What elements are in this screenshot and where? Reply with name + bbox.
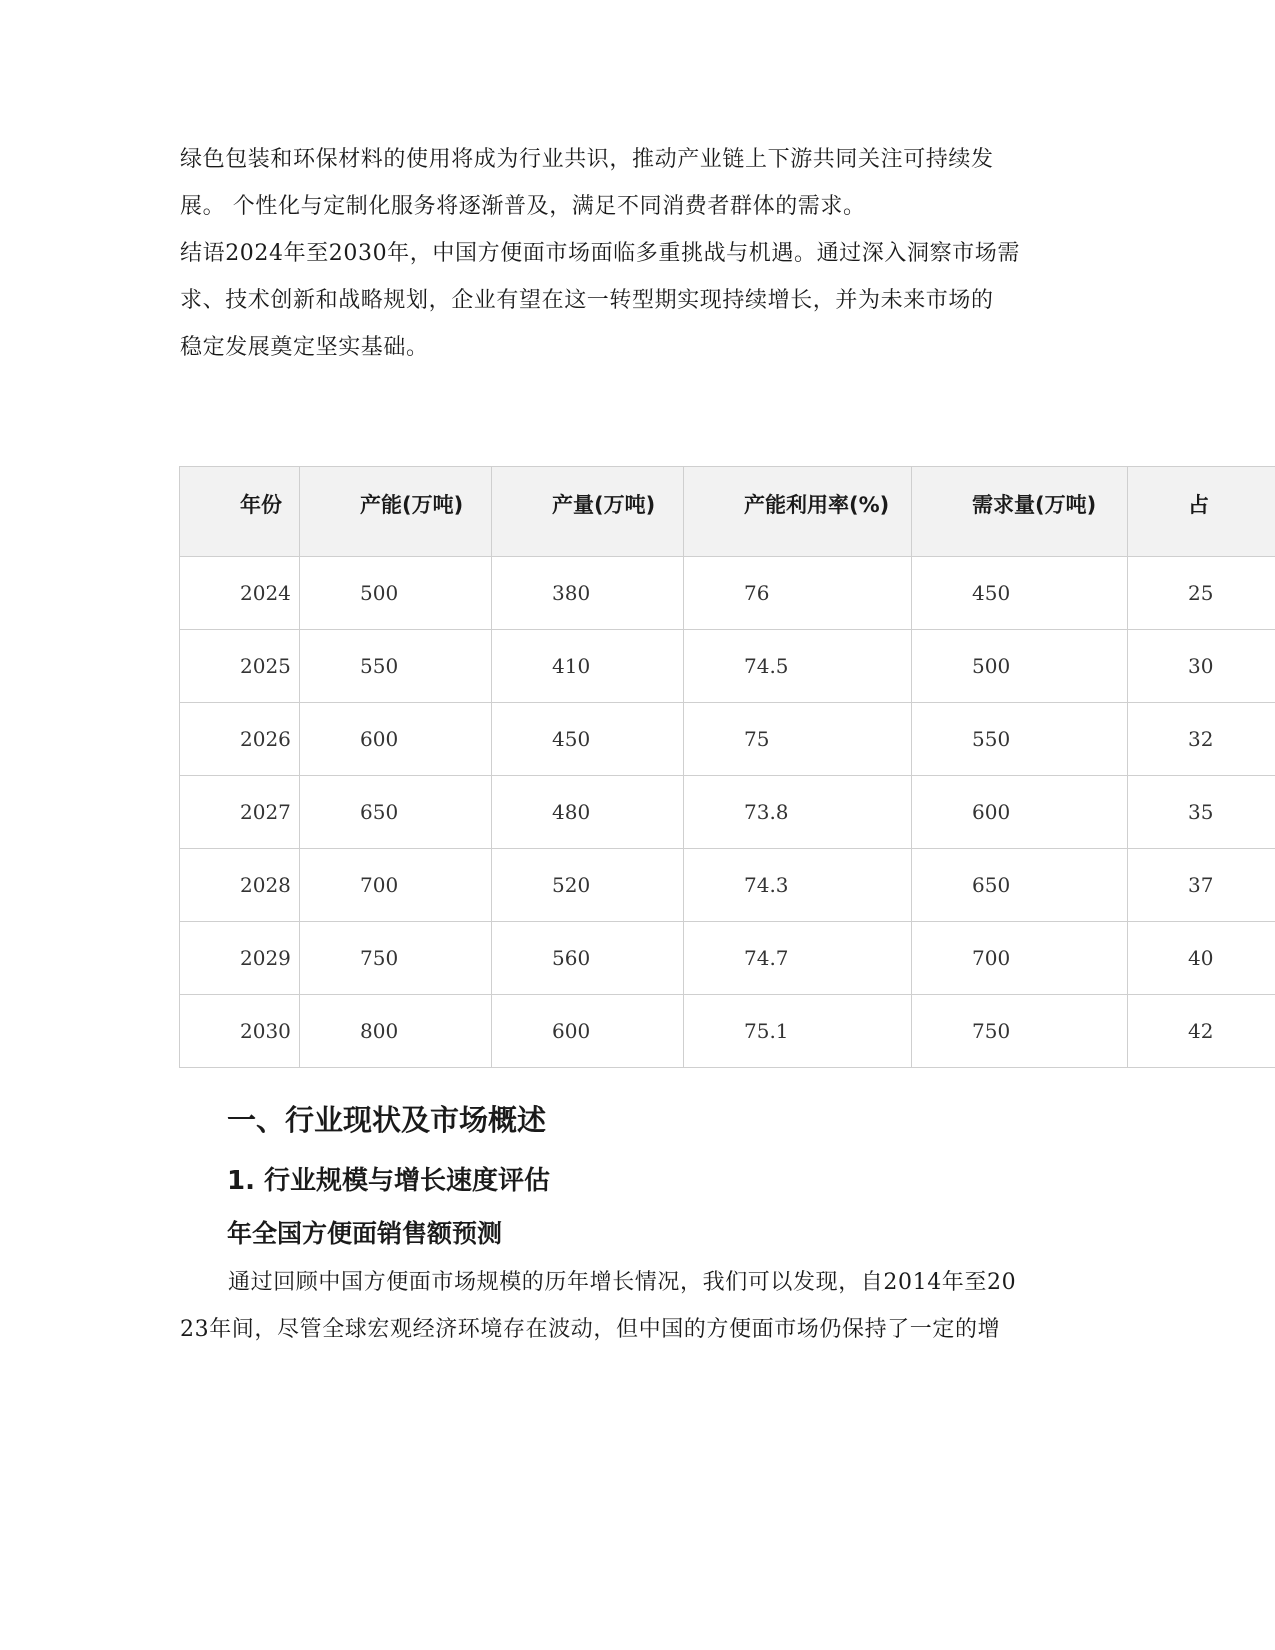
conclusion-line: 求、技术创新和战略规划，企业有望在这一转型期实现持续增长，并为未来市场的: [180, 288, 994, 313]
body-paragraph: [180, 1259, 1040, 1353]
cell-capacity: 800: [300, 995, 492, 1068]
header-demand: 需求量(万吨): [912, 467, 1128, 557]
cell-year: 2025: [180, 630, 300, 703]
table-row: [180, 557, 1275, 630]
cell-capacity: 600: [300, 703, 492, 776]
section-heading: 一、行业现状及市场概述: [227, 1103, 547, 1137]
cell-share: 37: [1128, 849, 1275, 922]
body-line: 23年间，尽管全球宏观经济环境存在波动，但中国的方便面市场仍保持了一定的增: [180, 1317, 1001, 1342]
cell-demand: 600: [912, 776, 1128, 849]
cell-capacity: 500: [300, 557, 492, 630]
cell-output: 380: [492, 557, 684, 630]
cell-utilization: 74.7: [684, 922, 912, 995]
cell-utilization: 75.1: [684, 995, 912, 1068]
conclusion-line: 结语2024年至2030年，中国方便面市场面临多重挑战与机遇。通过深入洞察市场需: [180, 241, 1020, 266]
cell-demand: 500: [912, 630, 1128, 703]
cell-year: 2024: [180, 557, 300, 630]
table-row: [180, 922, 1275, 995]
table-row: [180, 630, 1275, 703]
capacity-table: [179, 466, 1275, 1068]
cell-year: 2030: [180, 995, 300, 1068]
cell-demand: 550: [912, 703, 1128, 776]
cell-capacity: 700: [300, 849, 492, 922]
cell-share: 35: [1128, 776, 1275, 849]
header-capacity: 产能(万吨): [300, 467, 492, 557]
header-utilization: 产能利用率(%): [684, 467, 912, 557]
cell-share: 30: [1128, 630, 1275, 703]
cell-utilization: 76: [684, 557, 912, 630]
cell-year: 2027: [180, 776, 300, 849]
cell-utilization: 73.8: [684, 776, 912, 849]
cell-output: 410: [492, 630, 684, 703]
body-line: 通过回顾中国方便面市场规模的历年增长情况，我们可以发现，自2014年至20: [228, 1270, 1017, 1295]
cell-capacity: 650: [300, 776, 492, 849]
cell-year: 2028: [180, 849, 300, 922]
capacity-table-container: [179, 466, 1275, 1068]
intro-paragraph: [180, 136, 1040, 371]
cell-demand: 650: [912, 849, 1128, 922]
cell-utilization: 74.3: [684, 849, 912, 922]
cell-demand: 700: [912, 922, 1128, 995]
cell-share: 25: [1128, 557, 1275, 630]
intro-line: 绿色包装和环保材料的使用将成为行业共识，推动产业链上下游共同关注可持续发: [180, 147, 994, 172]
cell-capacity: 550: [300, 630, 492, 703]
subsubsection-heading: 年全国方便面销售额预测: [227, 1219, 503, 1248]
table-row: [180, 849, 1275, 922]
cell-output: 480: [492, 776, 684, 849]
header-share: 占: [1128, 467, 1275, 557]
cell-demand: 750: [912, 995, 1128, 1068]
cell-capacity: 750: [300, 922, 492, 995]
conclusion-line: 稳定发展奠定坚实基础。: [180, 335, 429, 360]
subsection-heading: 1. 行业规模与增长速度评估: [227, 1166, 551, 1196]
intro-line: 展。 个性化与定制化服务将逐渐普及，满足不同消费者群体的需求。: [180, 194, 866, 219]
cell-output: 600: [492, 995, 684, 1068]
table-row: [180, 703, 1275, 776]
header-year: 年份: [180, 467, 300, 557]
cell-output: 520: [492, 849, 684, 922]
cell-utilization: 75: [684, 703, 912, 776]
cell-utilization: 74.5: [684, 630, 912, 703]
cell-share: 32: [1128, 703, 1275, 776]
table-row: [180, 776, 1275, 849]
cell-year: 2029: [180, 922, 300, 995]
header-output: 产量(万吨): [492, 467, 684, 557]
cell-demand: 450: [912, 557, 1128, 630]
table-header-row: [180, 467, 1275, 557]
table-row: [180, 995, 1275, 1068]
cell-output: 560: [492, 922, 684, 995]
cell-share: 42: [1128, 995, 1275, 1068]
cell-year: 2026: [180, 703, 300, 776]
cell-output: 450: [492, 703, 684, 776]
cell-share: 40: [1128, 922, 1275, 995]
